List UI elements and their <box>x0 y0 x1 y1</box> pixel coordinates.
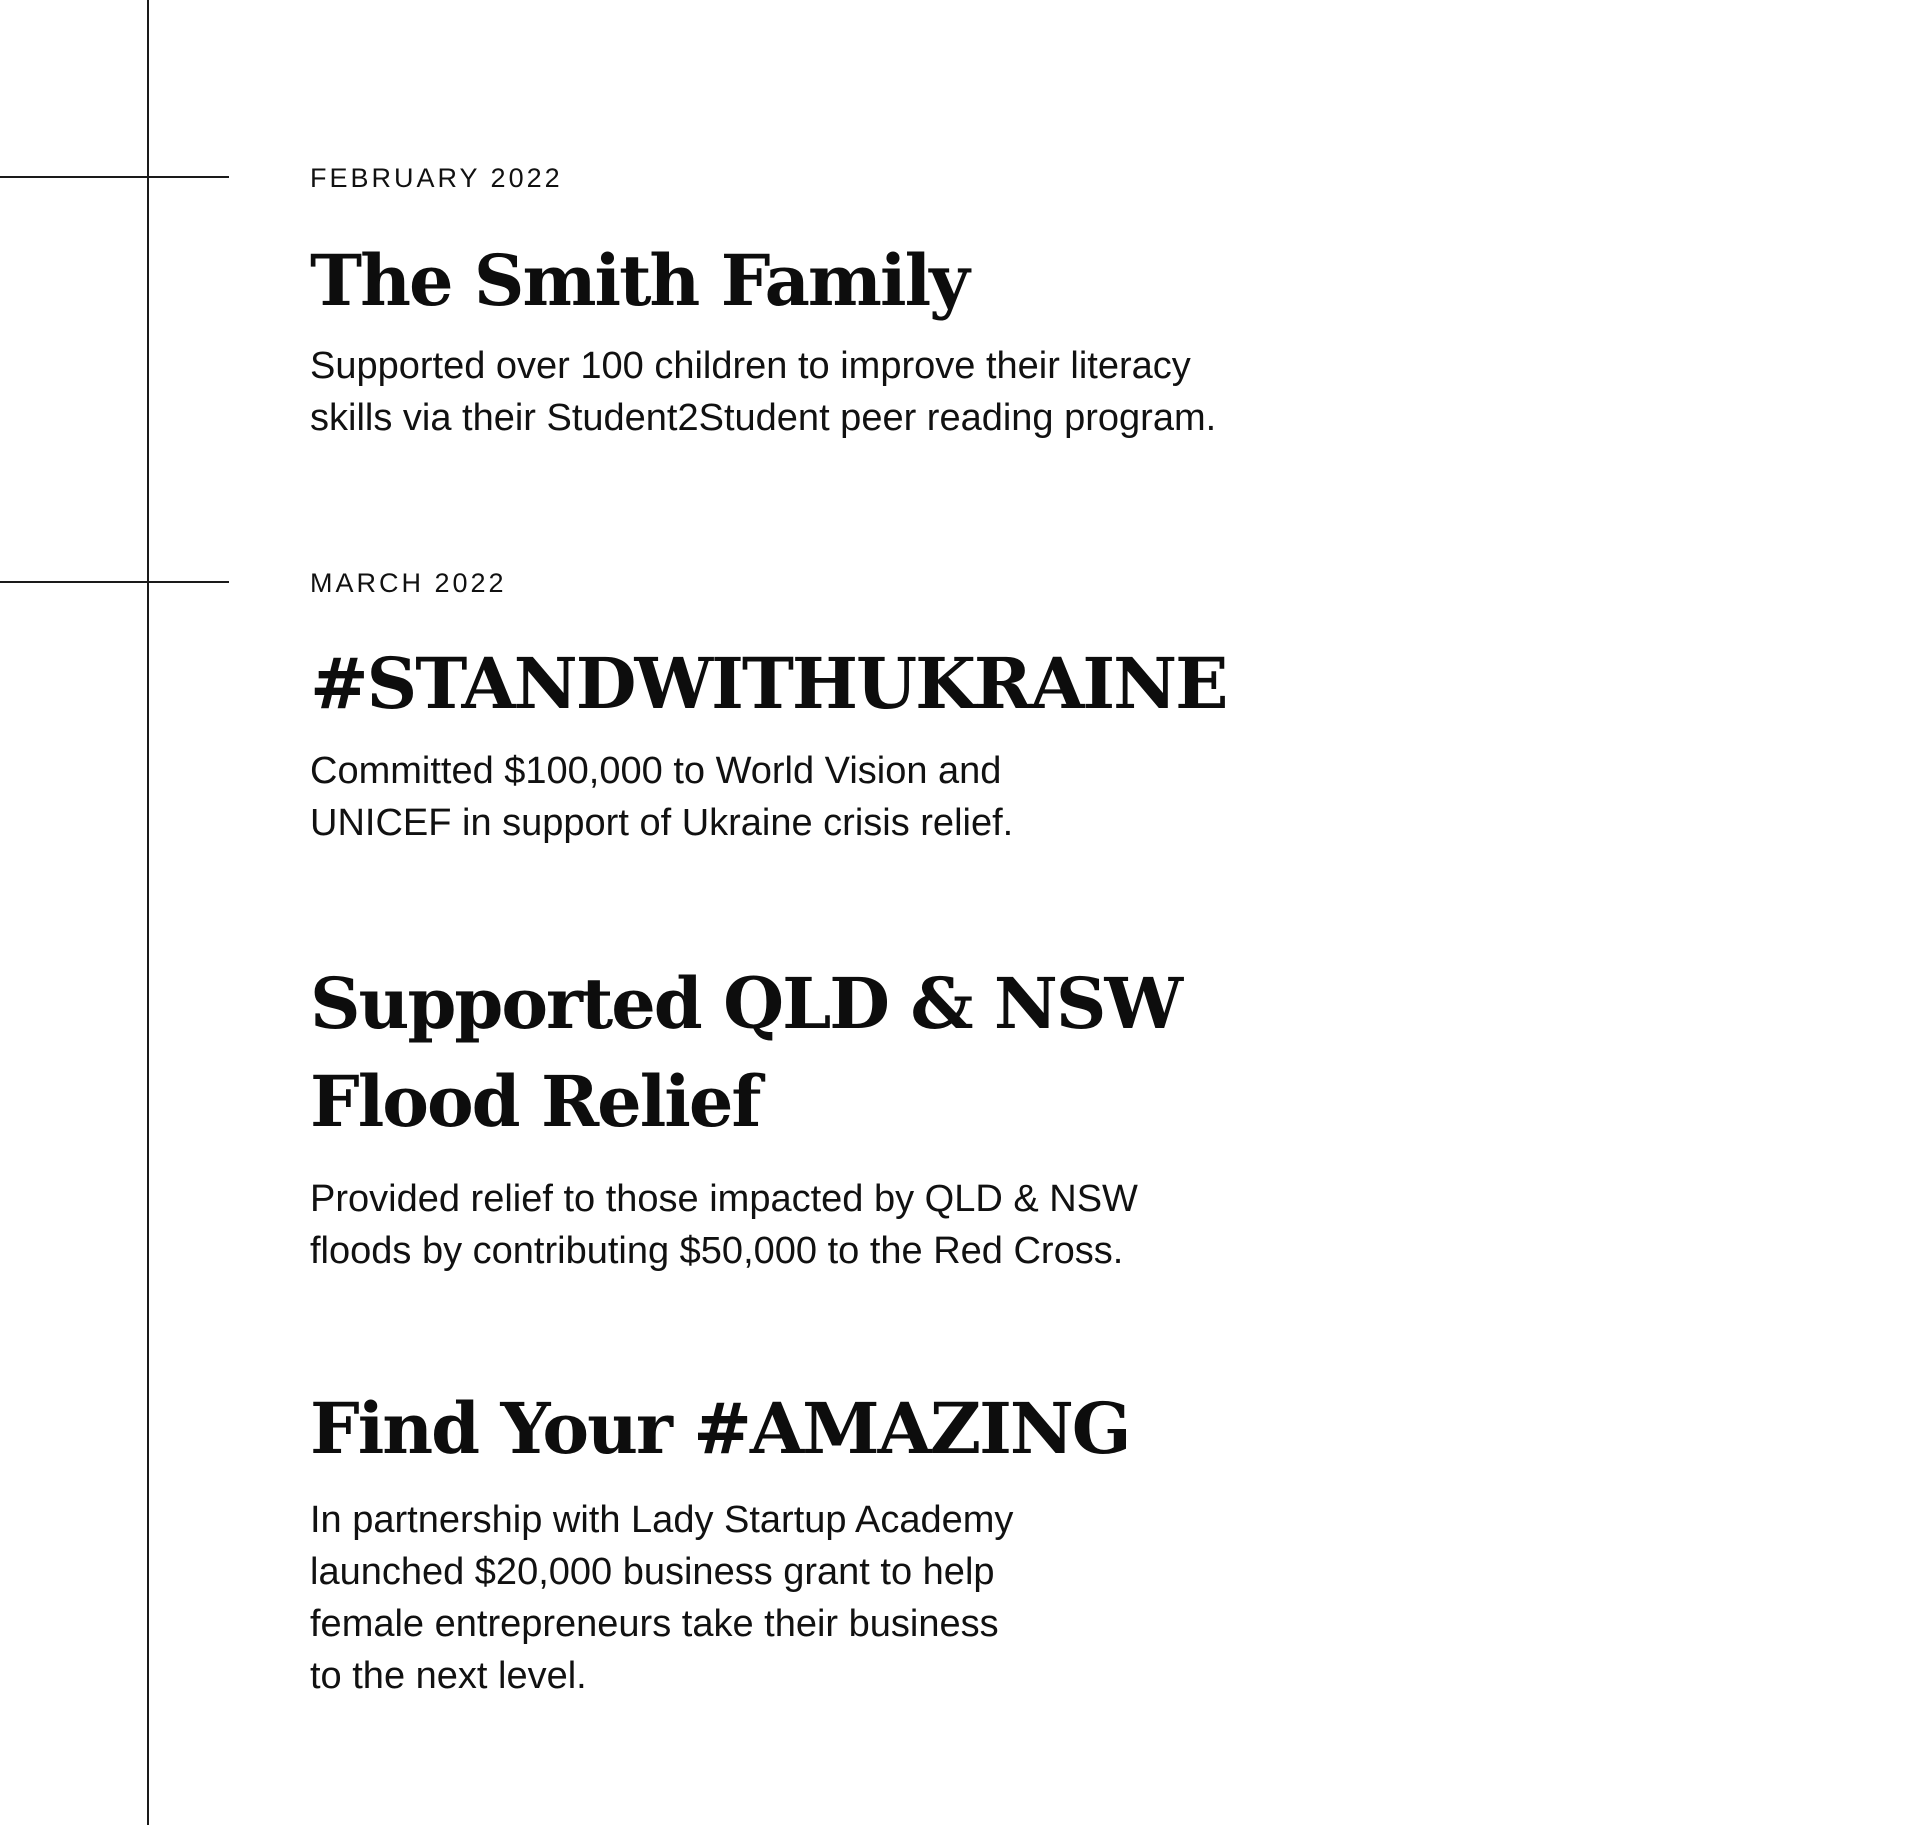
description-line: In partnership with Lady Startup Academy <box>310 1499 1014 1541</box>
timeline-entry-stand-with-ukraine <box>310 570 1227 849</box>
description-line: Provided relief to those impacted by QLD & NSW <box>310 1178 1138 1220</box>
entry-description <box>310 340 1216 444</box>
description-line: Supported over 100 children to improve their literacy <box>310 345 1191 387</box>
timeline-entry-smith-family <box>310 165 1216 444</box>
timeline-line <box>147 0 149 1825</box>
timeline-entry-flood-relief <box>310 955 1181 1277</box>
entry-description <box>310 1173 1181 1277</box>
title-line: Flood Relief <box>310 1060 760 1143</box>
entry-description <box>310 745 1227 849</box>
description-line: launched $20,000 business grant to help <box>310 1551 995 1593</box>
title-line: Supported QLD & NSW <box>310 962 1182 1045</box>
description-line: to the next level. <box>310 1655 587 1697</box>
entry-date: FEBRUARY 2022 <box>310 163 563 193</box>
timeline-marker-march <box>0 581 229 583</box>
entry-description <box>310 1494 1130 1702</box>
timeline-marker-february <box>0 176 229 178</box>
timeline-entry-find-your-amazing <box>310 1380 1130 1702</box>
description-line: Committed $100,000 to World Vision and <box>310 750 1002 792</box>
entry-title: #STANDWITHUKRAINE <box>310 642 1227 725</box>
entry-title: Find Your #AMAZING <box>310 1387 1130 1470</box>
description-line: UNICEF in support of Ukraine crisis relief. <box>310 802 1014 844</box>
entry-date: MARCH 2022 <box>310 568 507 598</box>
description-line: female entrepreneurs take their business <box>310 1603 999 1645</box>
entry-title <box>310 955 1181 1151</box>
description-line: floods by contributing $50,000 to the Red Cross. <box>310 1230 1124 1272</box>
description-line: skills via their Student2Student peer reading program. <box>310 397 1217 439</box>
entry-title: The Smith Family <box>310 239 968 322</box>
